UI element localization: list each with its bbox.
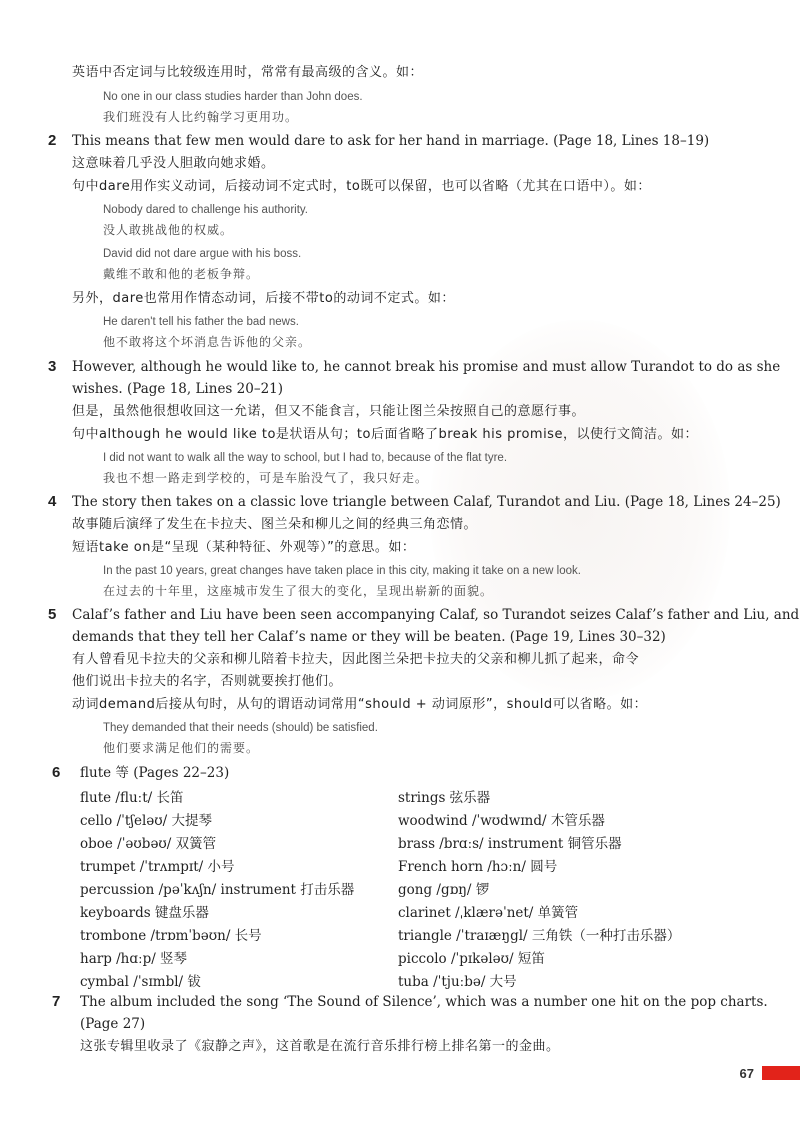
- item-translation: 这张专辑里收录了《寂静之声》，这首歌是在流行音乐排行榜上排名第一的金曲。: [80, 1039, 560, 1054]
- vocab-item: flute /fluːt/ 长笛: [80, 790, 184, 806]
- item-number: 7: [52, 993, 61, 1010]
- item-sentence: The story then takes on a classic love triangle between Calaf, Turandot and Liu. (Page 18, Lines 24–25): [72, 494, 781, 510]
- example-en: He daren't tell his father the bad news.: [103, 316, 299, 328]
- vocab-item: cymbal /ˈsɪmbl/ 钹: [80, 974, 201, 990]
- example-cn: 没人敢挑战他的权威。: [103, 223, 234, 237]
- example-cn: 戴维不敢和他的老板争辩。: [103, 267, 260, 281]
- item-note: 另外，dare也常用作情态动词，后接不带to的动词不定式。如：: [72, 291, 455, 306]
- item-number: 2: [48, 132, 57, 149]
- vocab-item: harp /hɑːp/ 竖琴: [80, 951, 188, 967]
- item-note: 句中although he would like to是状语从句；to后面省略了break his promise，以使行文简洁。如：: [72, 427, 698, 442]
- page-accent-bar: [762, 1066, 800, 1080]
- item-translation: 但是，虽然他很想收回这一允诺，但又不能食言，只能让图兰朵按照自己的意愿行事。: [72, 404, 586, 419]
- example-en: I did not want to walk all the way to school, but I had to, because of the flat tyre.: [103, 452, 508, 464]
- vocab-item: gong /gɒŋ/ 锣: [398, 882, 490, 898]
- item-note: 短语take on是“呈现（某种特征、外观等）”的意思。如：: [72, 540, 416, 555]
- example-cn: 在过去的十年里，这座城市发生了很大的变化，呈现出崭新的面貌。: [103, 584, 494, 598]
- item-translation: 他们说出卡拉夫的名字，否则就要挨打他们。: [72, 674, 343, 689]
- item-translation: 这意味着几乎没人胆敢向她求婚。: [72, 156, 275, 171]
- vocab-heading: flute 等 (Pages 22–23): [80, 765, 230, 781]
- vocab-item: piccolo /ˈpɪkələʊ/ 短笛: [398, 951, 545, 967]
- vocab-item: woodwind /ˈwʊdwɪnd/ 木管乐器: [398, 813, 605, 829]
- item-note: 句中dare用作实义动词，后接动词不定式时，to既可以保留，也可以省略（尤其在口语中）。如：: [72, 179, 651, 194]
- page-number: 67: [739, 1066, 754, 1081]
- vocab-item: percussion /pəˈkʌʃn/ instrument 打击乐器: [80, 882, 355, 898]
- item-sentence: Calaf’s father and Liu have been seen accompanying Calaf, so Turandot seizes Calaf’s father and Liu, and: [72, 607, 800, 623]
- item-sentence: demands that they tell her Calaf’s name or they will be beaten. (Page 19, Lines 30–32): [72, 629, 666, 645]
- intro-text: 英语中否定词与比较级连用时，常常有最高级的含义。如：: [72, 65, 424, 80]
- example-en: No one in our class studies harder than John does.: [103, 91, 363, 103]
- item-number: 6: [52, 764, 61, 781]
- item-number: 3: [48, 358, 57, 375]
- item-sentence: The album included the song ‘The Sound of Silence’, which was a number one hit on the pop charts.: [80, 994, 768, 1010]
- example-en: In the past 10 years, great changes have taken place in this city, making it take on a new look.: [103, 565, 581, 577]
- example-cn: 他们要求满足他们的需要。: [103, 741, 260, 755]
- item-translation: 故事随后演绎了发生在卡拉夫、图兰朵和柳儿之间的经典三角恋情。: [72, 517, 478, 532]
- item-sentence: However, although he would like to, he cannot break his promise and must allow Turandot to do as she: [72, 359, 781, 375]
- vocab-item: oboe /ˈəʊbəʊ/ 双簧管: [80, 836, 217, 852]
- vocab-item: strings 弦乐器: [398, 790, 491, 806]
- item-number: 4: [48, 493, 57, 510]
- example-en: Nobody dared to challenge his authority.: [103, 204, 309, 216]
- item-translation: 有人曾看见卡拉夫的父亲和柳儿陪着卡拉夫，因此图兰朵把卡拉夫的父亲和柳儿抓了起来，命令: [72, 652, 640, 667]
- item-note: 动词demand后接从句时，从句的谓语动词常用“should + 动词原形”，should可以省略。如：: [72, 697, 648, 712]
- vocab-item: tuba /ˈtjuːbə/ 大号: [398, 974, 517, 990]
- example-cn: 他不敢将这个坏消息告诉他的父亲。: [103, 335, 312, 349]
- example-cn: 我们班没有人比约翰学习更用功。: [103, 110, 299, 124]
- vocab-item: keyboards 键盘乐器: [80, 905, 209, 921]
- item-sentence: wishes. (Page 18, Lines 20–21): [72, 381, 284, 397]
- item-number: 5: [48, 606, 57, 623]
- example-en: David did not dare argue with his boss.: [103, 248, 302, 260]
- vocab-item: triangle /ˈtraɪæŋgl/ 三角铁（一种打击乐器）: [398, 928, 681, 944]
- example-cn: 我也不想一路走到学校的，可是车胎没气了，我只好走。: [103, 471, 429, 485]
- example-en: They demanded that their needs (should) be satisfied.: [103, 722, 378, 734]
- item-sentence: (Page 27): [80, 1016, 146, 1032]
- vocab-item: clarinet /ˌklærəˈnet/ 单簧管: [398, 905, 579, 921]
- item-sentence: This means that few men would dare to ask for her hand in marriage. (Page 18, Lines 18–19): [72, 133, 710, 149]
- vocab-item: trumpet /ˈtrʌmpɪt/ 小号: [80, 859, 235, 875]
- vocab-item: cello /ˈtʃeləʊ/ 大提琴: [80, 813, 212, 829]
- vocab-item: French horn /hɔːn/ 圆号: [398, 859, 558, 875]
- vocab-item: brass /brɑːs/ instrument 铜管乐器: [398, 836, 622, 852]
- vocab-item: trombone /trɒmˈbəʊn/ 长号: [80, 928, 262, 944]
